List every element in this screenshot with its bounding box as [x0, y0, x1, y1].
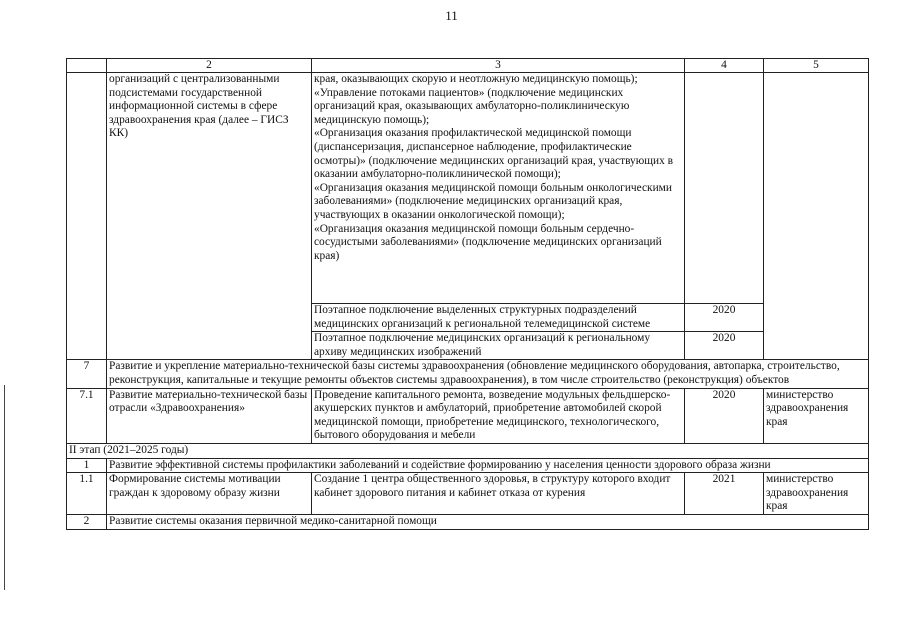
cell-num: 2	[67, 514, 107, 529]
cell-activity: Создание 1 центра общественного здоровья, в структуру которого входит кабинет здорового питания и кабинет отказа от курения	[312, 473, 685, 515]
cell-responsible	[764, 73, 869, 360]
cell-num: 7	[67, 360, 107, 388]
activity-paragraph: «Организация оказания медицинской помощи больным сердечно-сосудистыми заболеваниями» (подключение медицинских организаций края)	[314, 222, 662, 262]
cell-section-title: Развитие системы оказания первичной медико-санитарной помощи	[107, 514, 869, 529]
cell-task: Развитие материально-технической базы отрасли «Здравоохранения»	[107, 388, 312, 443]
cell-section-title: Развитие и укрепление материально-технической базы системы здравоохранения (обновление медицинского оборудования, автопарка, строительство, реконструкция, капитальные и текущие ремонты объектов системы здравоохранения), в том числе строительство (реконструкция) объектов	[107, 360, 869, 388]
table-row	[67, 514, 869, 529]
header-col-5: 5	[764, 59, 869, 73]
table-header-row	[67, 59, 869, 73]
cell-activity: Поэтапное подключение выделенных структурных подразделений медицинских организаций к региональной телемедицинской системе	[312, 304, 685, 332]
cell-year: 2021	[685, 473, 764, 515]
table-row	[67, 443, 869, 458]
cell-activity: Проведение капитального ремонта, возведение модульных фельдшерско-акушерских пунктов и амбулаторий, приобретение автомобилей скорой медицинской помощи, приобретение медицинского, технологического, бытового оборудования и мебели	[312, 388, 685, 443]
header-col-1	[67, 59, 107, 73]
cell-year: 2020	[685, 332, 764, 360]
header-col-2: 2	[107, 59, 312, 73]
cell-num: 1	[67, 458, 107, 473]
stage-title: II этап (2021–2025 годы)	[67, 443, 869, 458]
activity-paragraph: края, оказывающих скорую и неотложную медицинскую помощь);	[314, 73, 638, 85]
activity-paragraph: «Управление потоками пациентов» (подключение медицинских организаций края, оказывающих амбулаторно-поликлиническую медицинскую помощь);	[314, 86, 630, 126]
program-table	[66, 58, 869, 530]
cell-section-title: Развитие эффективной системы профилактики заболеваний и содействие формированию у населения ценности здорового образа жизни	[107, 458, 869, 473]
cell-task: Формирование системы мотивации граждан к здоровому образу жизни	[107, 473, 312, 515]
table-row	[67, 458, 869, 473]
activity-paragraph: «Организация оказания медицинской помощи больным онкологическими заболеваниями» (подключение медицинских организаций края, участвующих в оказании онкологической помощи);	[314, 181, 672, 221]
cell-task: организаций с централизованными подсистемами государственной информационной системы в сфере здравоохранения края (далее – ГИСЗ КК)	[107, 73, 312, 360]
table-row	[67, 473, 869, 515]
cell-year: 2020	[685, 388, 764, 443]
cell-year: 2020	[685, 304, 764, 332]
cell-activity: Поэтапное подключение медицинских организаций к региональному архиву медицинских изображений	[312, 332, 685, 360]
activity-paragraph: «Организация оказания профилактической медицинской помощи (диспансеризация, диспансерное наблюдение, профилактические осмотры)» (подключение медицинских организаций края, участвующих в оказании амбулаторно-поликлинической помощи);	[314, 127, 674, 181]
table-row	[67, 388, 869, 443]
cell-num: 7.1	[67, 388, 107, 443]
cell-activity	[312, 73, 685, 304]
cell-responsible: министерство здравоохранения края	[764, 388, 869, 443]
cell-num: 1.1	[67, 473, 107, 515]
cell-num	[67, 73, 107, 360]
table-row	[67, 360, 869, 388]
header-col-3: 3	[312, 59, 685, 73]
cell-year	[685, 73, 764, 304]
cell-responsible: министерство здравоохранения края	[764, 473, 869, 515]
table-row	[67, 73, 869, 304]
header-col-4: 4	[685, 59, 764, 73]
margin-line	[4, 385, 5, 590]
page-number: 11	[445, 8, 458, 23]
